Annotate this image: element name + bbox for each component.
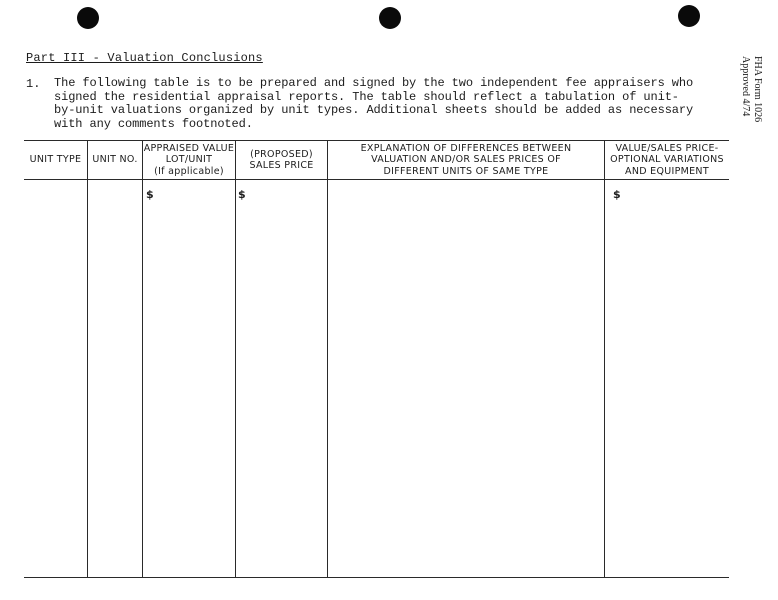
section-title: Part III - Valuation Conclusions bbox=[26, 51, 263, 65]
column-divider bbox=[235, 140, 236, 578]
instruction-line: signed the residential appraisal reports. The table should reflect a tabulation of unit- bbox=[54, 89, 679, 104]
table-bottom-border bbox=[24, 577, 729, 578]
header-sales-price: (PROPOSED) SALES PRICE bbox=[249, 148, 314, 171]
column-divider bbox=[142, 140, 143, 578]
header-value-sales-price: VALUE/SALES PRICE- OPTIONAL VARIATIONS AND EQUIPMENT bbox=[610, 142, 724, 177]
instruction-text bbox=[54, 77, 734, 131]
punch-hole-middle bbox=[379, 7, 401, 29]
appraised-value-dollar-sign: $ bbox=[146, 188, 154, 201]
valuation-table bbox=[24, 140, 729, 578]
sales-price-dollar-sign: $ bbox=[238, 188, 246, 201]
instruction-line: by-unit valuations organized by unit types. Additional sheets should be added as necessary bbox=[54, 103, 694, 117]
punch-hole-left bbox=[77, 7, 99, 29]
form-number: FHA Form 1026 bbox=[752, 56, 763, 123]
instruction-line: The following table is to be prepared and signed by the two independent fee appraisers who bbox=[54, 76, 694, 90]
column-divider bbox=[87, 140, 88, 578]
form-approval-date: Approved 4/74 bbox=[740, 56, 751, 117]
header-appraised-value: APPRAISED VALUE LOT/UNIT (If applicable) bbox=[143, 142, 235, 177]
header-explanation: EXPLANATION OF DIFFERENCES BETWEEN VALUATION AND/OR SALES PRICES OF DIFFERENT UNITS OF SAME TYPE bbox=[360, 142, 572, 177]
punch-hole-right bbox=[678, 5, 700, 27]
instruction-number: 1. bbox=[26, 77, 41, 91]
header-unit-type: UNIT TYPE bbox=[29, 154, 82, 166]
form-identifier bbox=[737, 56, 767, 166]
instruction-line: with any comments footnoted. bbox=[54, 116, 253, 131]
header-unit-no: UNIT NO. bbox=[92, 154, 138, 166]
column-divider bbox=[327, 140, 328, 578]
value-sales-dollar-sign: $ bbox=[613, 188, 621, 201]
column-divider bbox=[604, 140, 605, 578]
